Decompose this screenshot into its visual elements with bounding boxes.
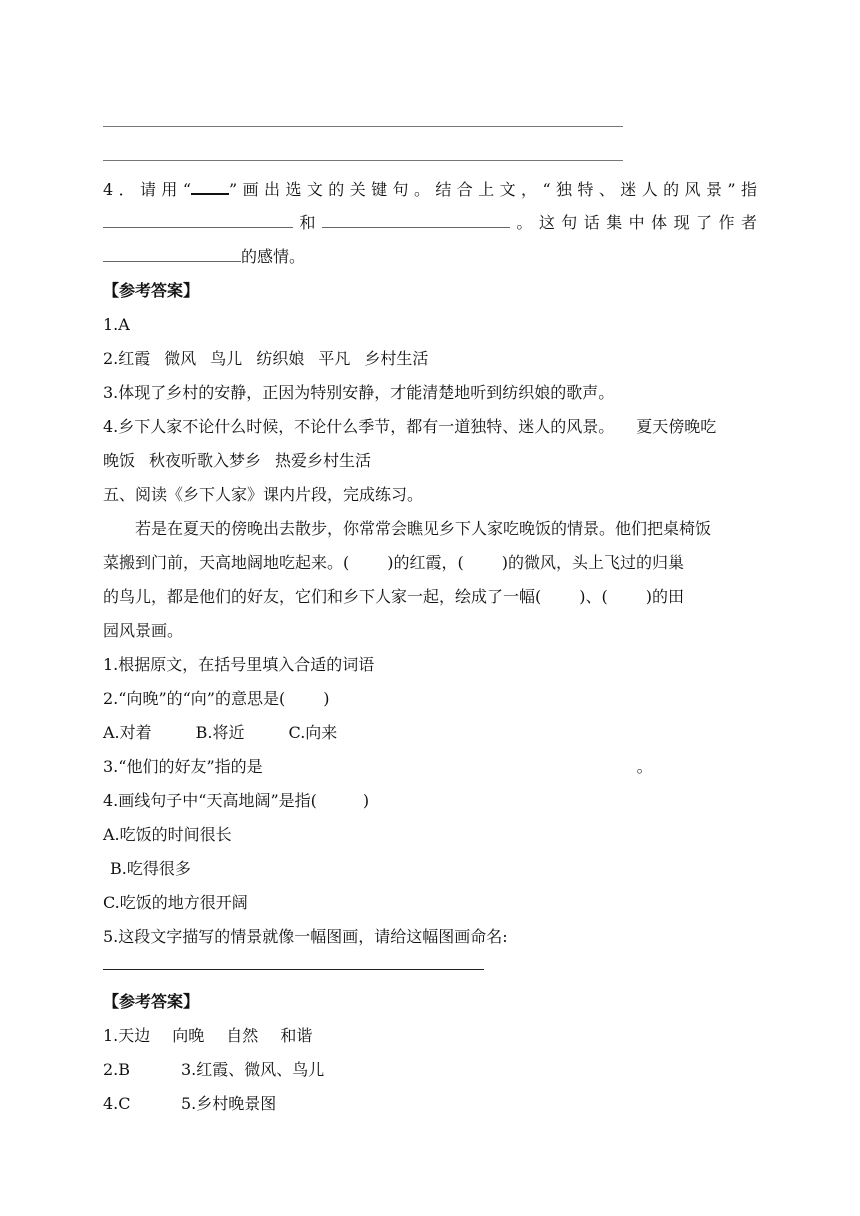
- question-text: ”画出选文的关键句。结合上文，“独特、迷人的风景”指: [229, 180, 757, 199]
- answer-item: 4.C 5.乡村晚景图: [103, 1094, 277, 1113]
- answer-heading: 【参考答案】: [103, 281, 200, 300]
- fill-blank[interactable]: [322, 211, 510, 228]
- underline-sample: [191, 177, 229, 195]
- question-5: 5.这段文字描写的情景就像一幅图画，请给这幅图画命名:: [103, 927, 508, 946]
- option-b[interactable]: B.将近: [195, 723, 245, 742]
- answer-item: 2.B 3.红霞、微风、鸟儿: [103, 1060, 325, 1079]
- option-c[interactable]: C.向来: [288, 723, 338, 742]
- answer-item: 1.天边 向晚 自然 和谐: [103, 1026, 313, 1045]
- answer-heading: 【参考答案】: [103, 992, 200, 1011]
- answer-item: 晚饭 秋夜听歌入梦乡 热爱乡村生活: [103, 451, 372, 470]
- option-b[interactable]: B.吃得很多: [110, 859, 191, 878]
- question-3: 3.“他们的好友”指的是 。: [103, 757, 653, 776]
- fill-blank[interactable]: [103, 211, 293, 228]
- option-a[interactable]: A.吃饭的时间很长: [103, 825, 232, 844]
- passage-line: 菜搬到门前，天高地阔地吃起来。( )的红霞，( )的微风，头上飞过的归巢: [103, 553, 684, 572]
- question-4: 4.画线句子中“天高地阔”是指( ): [103, 791, 370, 810]
- option-a[interactable]: A.对着: [103, 723, 152, 742]
- question-text: 和: [293, 213, 322, 232]
- answer-item: 2.红霞 微风 鸟儿 纺织娘 平凡 乡村生活: [103, 349, 429, 368]
- fill-blank[interactable]: [103, 245, 241, 262]
- passage-line: 若是在夏天的傍晚出去散步，你常常会瞧见乡下人家吃晚饭的情景。他们把桌椅饭: [135, 519, 712, 538]
- answer-item: 3.体现了乡村的安静，正因为特别安静，才能清楚地听到纺织娘的歌声。: [103, 383, 615, 402]
- question-4-line-3: [103, 245, 305, 268]
- answer-line: [103, 126, 623, 127]
- question-1: 1.根据原文，在括号里填入合适的词语: [103, 655, 375, 674]
- passage-line: 的鸟儿，都是他们的好友，它们和乡下人家一起，绘成了一幅( )、( )的田: [103, 587, 684, 606]
- section-title: 五、阅读《乡下人家》课内片段，完成练习。: [103, 485, 424, 504]
- answer-line[interactable]: [103, 969, 484, 970]
- question-text: 。这句话集中体现了作者: [509, 213, 757, 232]
- question-4-line-2: [103, 211, 757, 234]
- question-text: 4．请用“: [103, 180, 192, 199]
- passage-line: 园风景画。: [103, 621, 184, 640]
- question-2: 2.“向晚”的“向”的意思是( ): [103, 689, 330, 708]
- answer-line: [103, 160, 623, 161]
- answer-item: 4.乡下人家不论什么时候，不论什么季节，都有一道独特、迷人的风景。 夏天傍晚吃: [103, 417, 717, 436]
- question-4-line-1: [103, 177, 757, 201]
- question-text: 的感情。: [241, 247, 306, 266]
- answer-item: 1.A: [103, 315, 130, 334]
- question-2-options: [103, 722, 337, 744]
- option-c[interactable]: C.吃饭的地方很开阔: [103, 893, 248, 912]
